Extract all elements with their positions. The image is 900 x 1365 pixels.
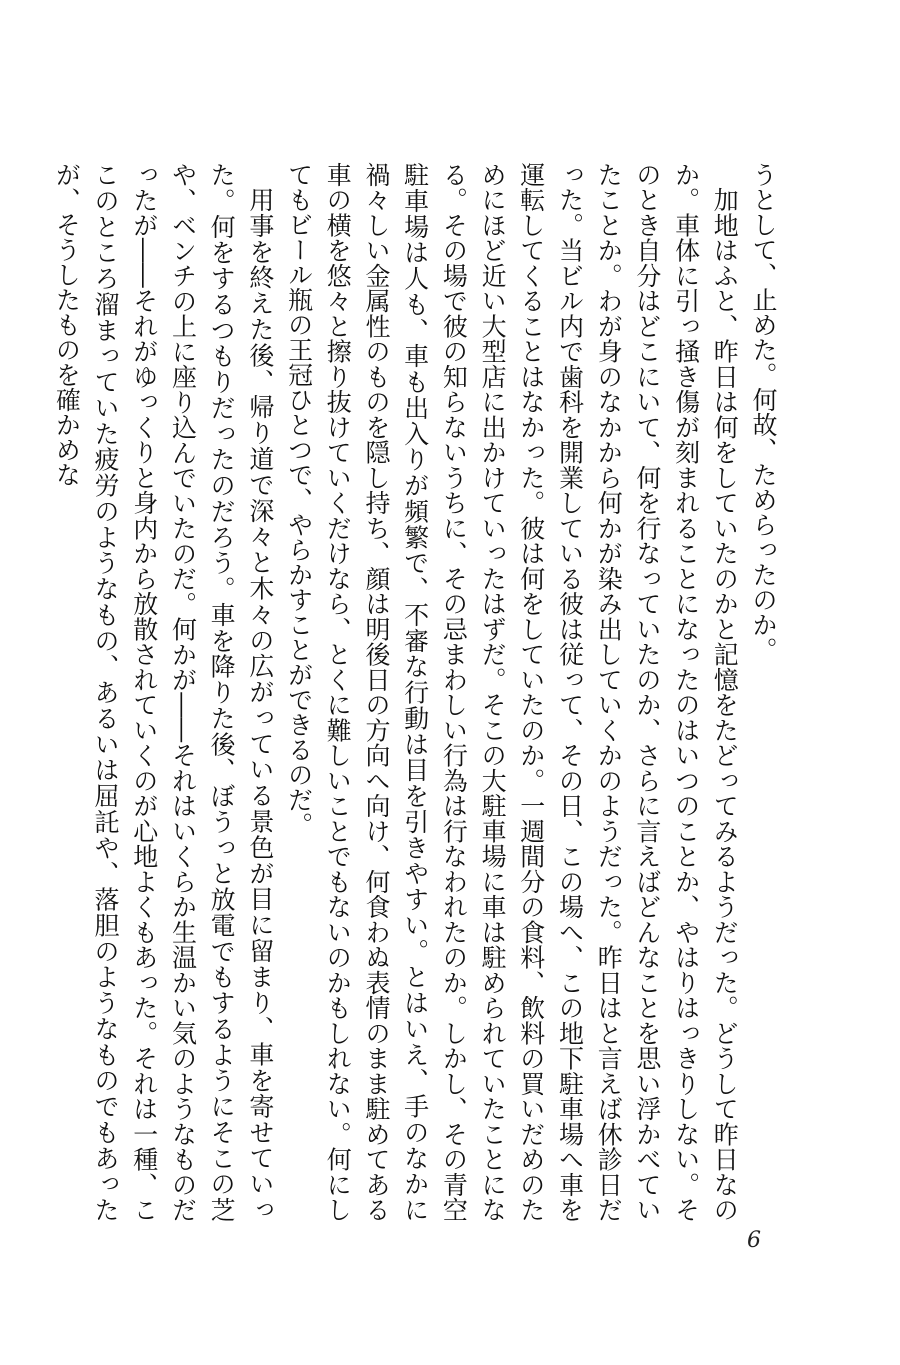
body-text — [47, 162, 782, 1222]
paragraph-1: うとして、止めた。何故、ためらったのか。 — [749, 162, 778, 662]
page-number: 6 — [747, 1228, 761, 1253]
paragraph-3: 用事を終えた後、帰り道で深々と木々の広がっている景色が目に留まり、車を寄せていった。何をするつもりだったのだろう。車を降りた後、ぼうっと放電でもするようにそこの芝や、ベンチの上に座り込んでいたのだ。何かが――それはいくらか生温かい気のようなものだったが――それがゆっくりと身内から放散されていくのが心地よくもあった。それは一種、ここのところ溜まっていた疲労のようなもの、あるいは屈託や、落胆のようなものでもあったが、そうしたものを確かめな — [52, 162, 275, 1223]
paragraph-2: 加地はふと、昨日は何をしていたのかと記憶をたどってみるようだった。どうして昨日なのか。車体に引っ掻き傷が刻まれることになったのはいつのことか、やはりはっきりしない。そのとき自分はどこにいて、何を行なっていたのか、さらに言えばどんなことを思い浮かべていたことか。わが身のなかから何かが染み出していくかのようだった。昨日はと言えば休診日だった。当ビル内で歯科を開業している彼は従って、その日、この場へ、この地下駐車場へ車を運転してくることはなかった。彼は何をしていたのか。一週間分の食料、飲料の買いだめのためにほど近い大型店に出かけていったはずだ。そこの大駐車場に車は駐められていたことになる。その場で彼の知らないうちに、その忌まわしい行為は行なわれたのか。しかし、その青空駐車場は人も、車も出入りが頻繁で、不審な行動は目を引きやすい。とはいえ、手のなかに禍々しい金属性のものを隠し持ち、顔は明後日の方向へ向け、何食わぬ表情のまま駐めてある車の横を悠々と擦り抜けていくだけなら、とくに難しいことでもないのかもしれない。何にしてもビール瓶の王冠ひとつで、やらかすことができるのだ。 — [284, 162, 740, 1222]
